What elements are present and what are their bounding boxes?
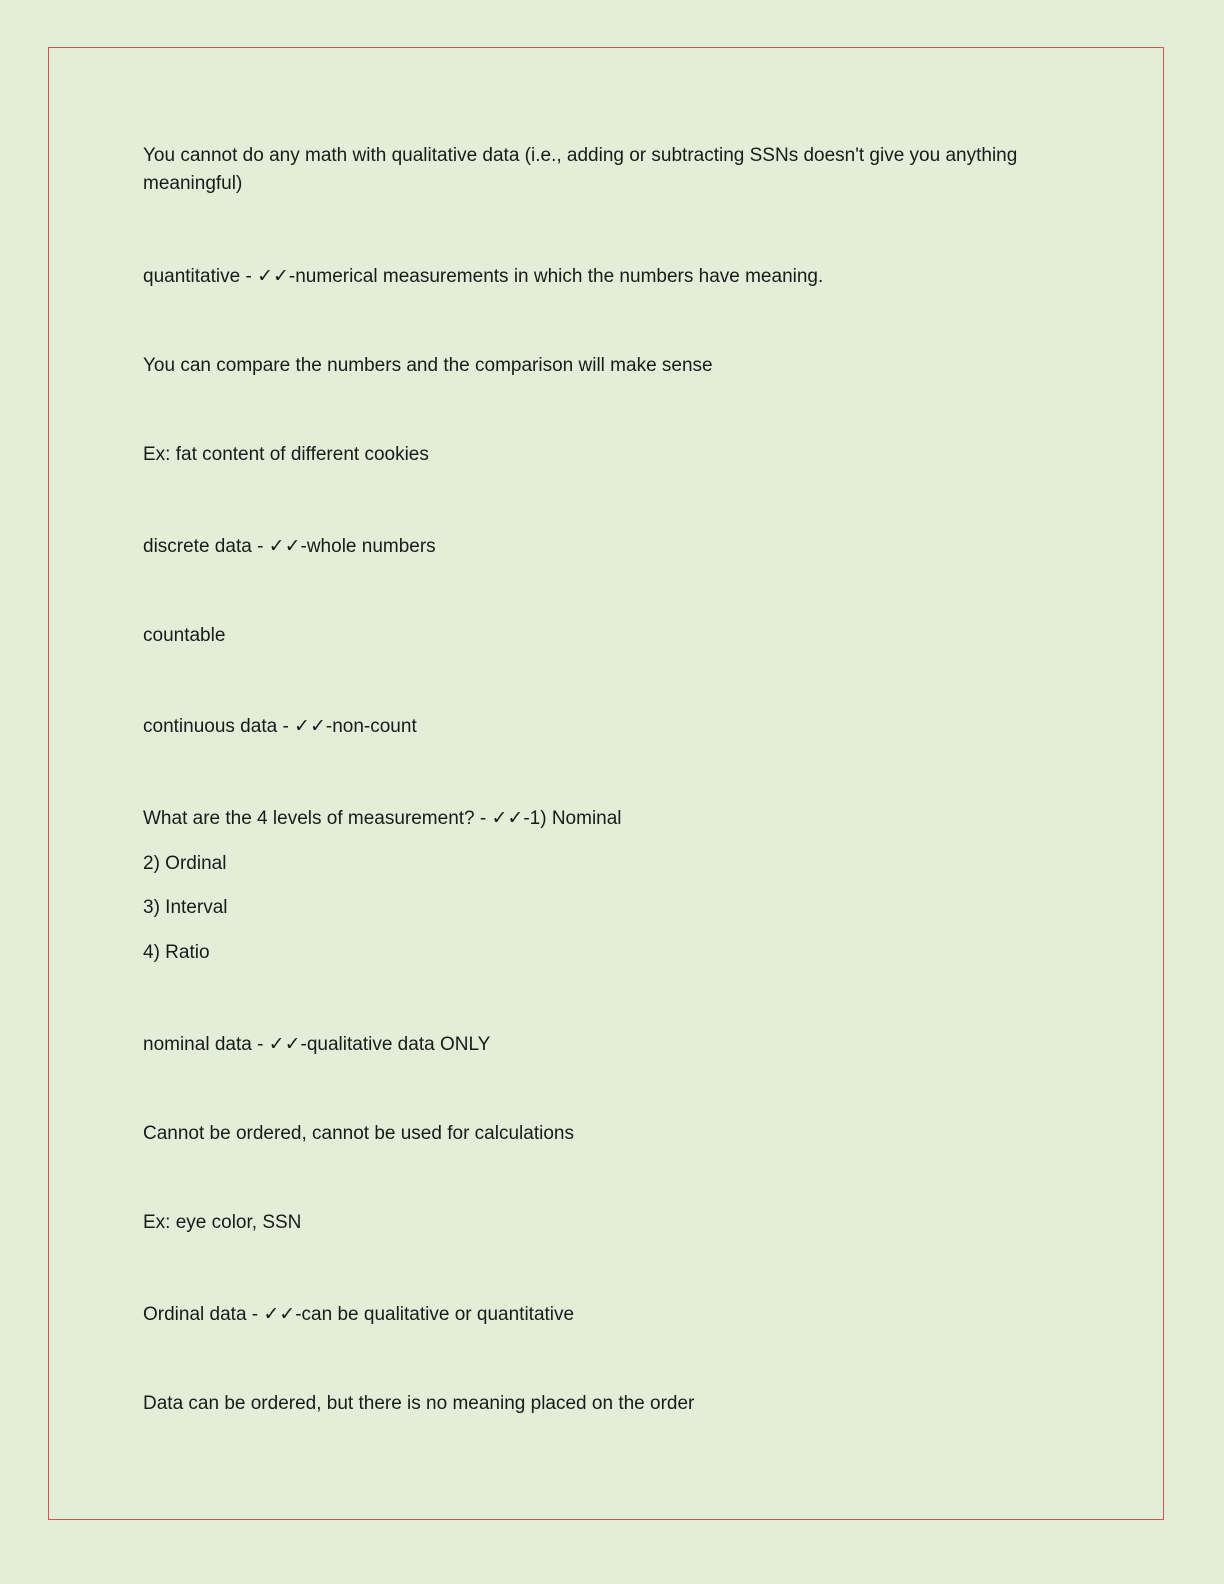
paragraph-qualitative-math: You cannot do any math with qualitative data (i.e., adding or subtracting SSNs doesn't give you anything meaningful) [143,145,1018,194]
list-item-interval: 3) Interval [143,897,228,918]
paragraph-cannot-be-ordered: Cannot be ordered, cannot be used for calculations [143,1123,574,1144]
paragraph-countable: countable [143,625,226,646]
paragraph-discrete-data: discrete data - ✓✓-whole numbers [143,536,436,557]
paragraph-compare-numbers: You can compare the numbers and the comparison will make sense [143,355,713,376]
paragraph-example-cookies: Ex: fat content of different cookies [143,444,429,465]
paragraph-example-eye-color: Ex: eye color, SSN [143,1212,302,1233]
paragraph-data-can-be-ordered: Data can be ordered, but there is no meaning placed on the order [143,1393,695,1414]
paragraph-ordinal-data: Ordinal data - ✓✓-can be qualitative or quantitative [143,1304,575,1325]
list-item-ordinal: 2) Ordinal [143,853,227,874]
paragraph-quantitative: quantitative - ✓✓-numerical measurements in which the numbers have meaning. [143,266,824,287]
list-item-ratio: 4) Ratio [143,942,210,963]
paragraph-levels-of-measurement: What are the 4 levels of measurement? - ✓✓-1) Nominal [143,808,622,829]
paragraph-continuous-data: continuous data - ✓✓-non-count [143,716,417,737]
paragraph-nominal-data: nominal data - ✓✓-qualitative data ONLY [143,1034,491,1055]
